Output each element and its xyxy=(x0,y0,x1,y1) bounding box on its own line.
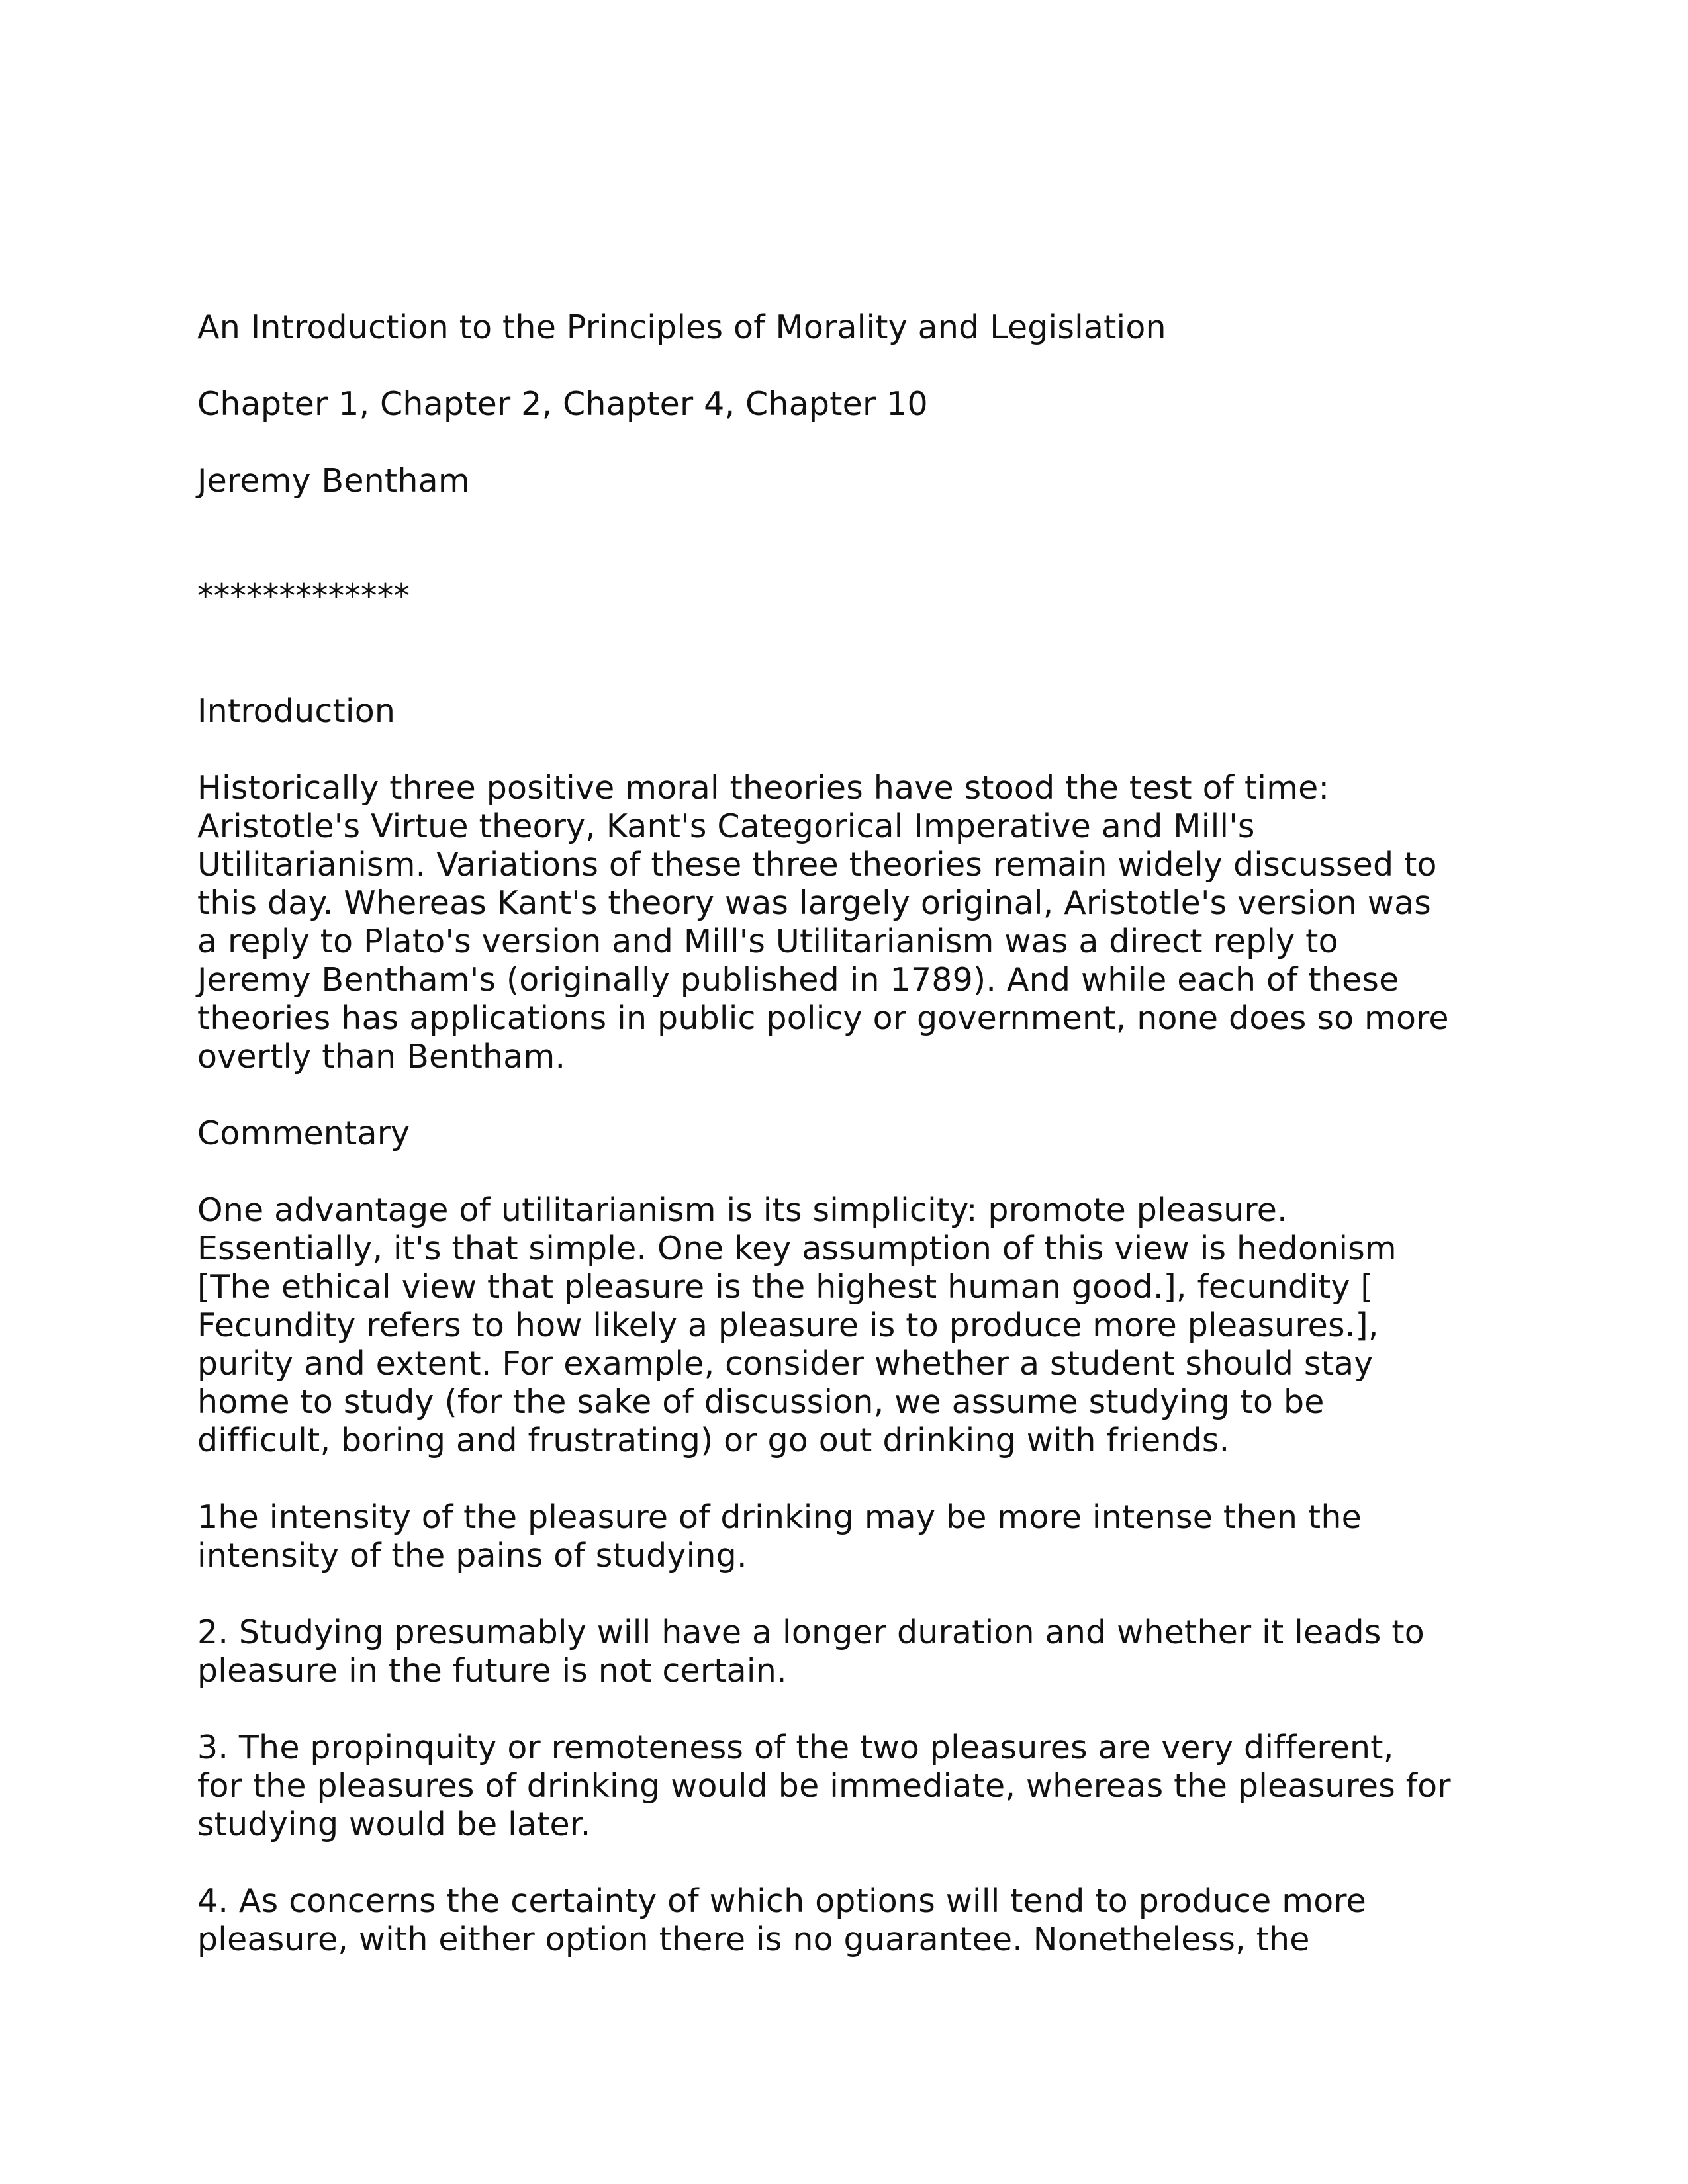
chapter-list: Chapter 1, Chapter 2, Chapter 4, Chapter 10 xyxy=(197,385,928,423)
text-line: home to study (for the sake of discussion, we assume studying to be xyxy=(197,1383,1325,1421)
document-body xyxy=(197,308,1521,1959)
text-line: Jeremy Bentham's (originally published in 1789). And while each of these xyxy=(197,961,1399,999)
text-line: 2. Studying presumably will have a longer duration and whether it leads to xyxy=(197,1614,1425,1651)
text-line: Utilitarianism. Variations of these three theories remain widely discussed to xyxy=(197,846,1437,884)
section-separator: ************* xyxy=(197,577,410,615)
text-line: theories has applications in public policy or government, none does so more xyxy=(197,999,1449,1037)
text-line: Historically three positive moral theories have stood the test of time: xyxy=(197,769,1330,807)
text-line: a reply to Plato's version and Mill's Utilitarianism was a direct reply to xyxy=(197,923,1338,960)
point-4-paragraph xyxy=(197,1882,1521,1959)
text-line: [The ethical view that pleasure is the highest human good.], fecundity [ xyxy=(197,1268,1374,1306)
text-line: this day. Whereas Kant's theory was largely original, Aristotle's version was xyxy=(197,884,1432,922)
intro-heading: Introduction xyxy=(197,692,396,730)
text-line: pleasure in the future is not certain. xyxy=(197,1652,787,1690)
text-line: One advantage of utilitarianism is its simplicity: promote pleasure. xyxy=(197,1191,1288,1229)
text-line: purity and extent. For example, consider whether a student should stay xyxy=(197,1345,1374,1383)
point-1-paragraph xyxy=(197,1498,1521,1575)
point-3-paragraph xyxy=(197,1729,1521,1844)
commentary-paragraph xyxy=(197,1191,1521,1460)
text-line: overtly than Bentham. xyxy=(197,1038,566,1075)
text-line: Essentially, it's that simple. One key assumption of this view is hedonism xyxy=(197,1230,1397,1267)
text-line: for the pleasures of drinking would be immediate, whereas the pleasures for xyxy=(197,1767,1451,1805)
text-line: studying would be later. xyxy=(197,1805,591,1843)
author-name: Jeremy Bentham xyxy=(197,462,470,500)
text-line: 4. As concerns the certainty of which options will tend to produce more xyxy=(197,1882,1366,1920)
intro-paragraph xyxy=(197,769,1521,1076)
text-line: intensity of the pains of studying. xyxy=(197,1537,747,1574)
text-line: difficult, boring and frustrating) or go out drinking with friends. xyxy=(197,1422,1230,1459)
commentary-heading: Commentary xyxy=(197,1115,410,1152)
text-line: 3. The propinquity or remoteness of the two pleasures are very different, xyxy=(197,1729,1394,1766)
text-line: pleasure, with either option there is no guarantee. Nonetheless, the xyxy=(197,1921,1310,1958)
text-line: 1he intensity of the pleasure of drinking may be more intense then the xyxy=(197,1498,1362,1536)
point-2-paragraph xyxy=(197,1614,1521,1690)
text-line: Fecundity refers to how likely a pleasure is to produce more pleasures.], xyxy=(197,1306,1379,1344)
text-line: Aristotle's Virtue theory, Kant's Categorical Imperative and Mill's xyxy=(197,807,1255,845)
document-title: An Introduction to the Principles of Morality and Legislation xyxy=(197,308,1166,346)
